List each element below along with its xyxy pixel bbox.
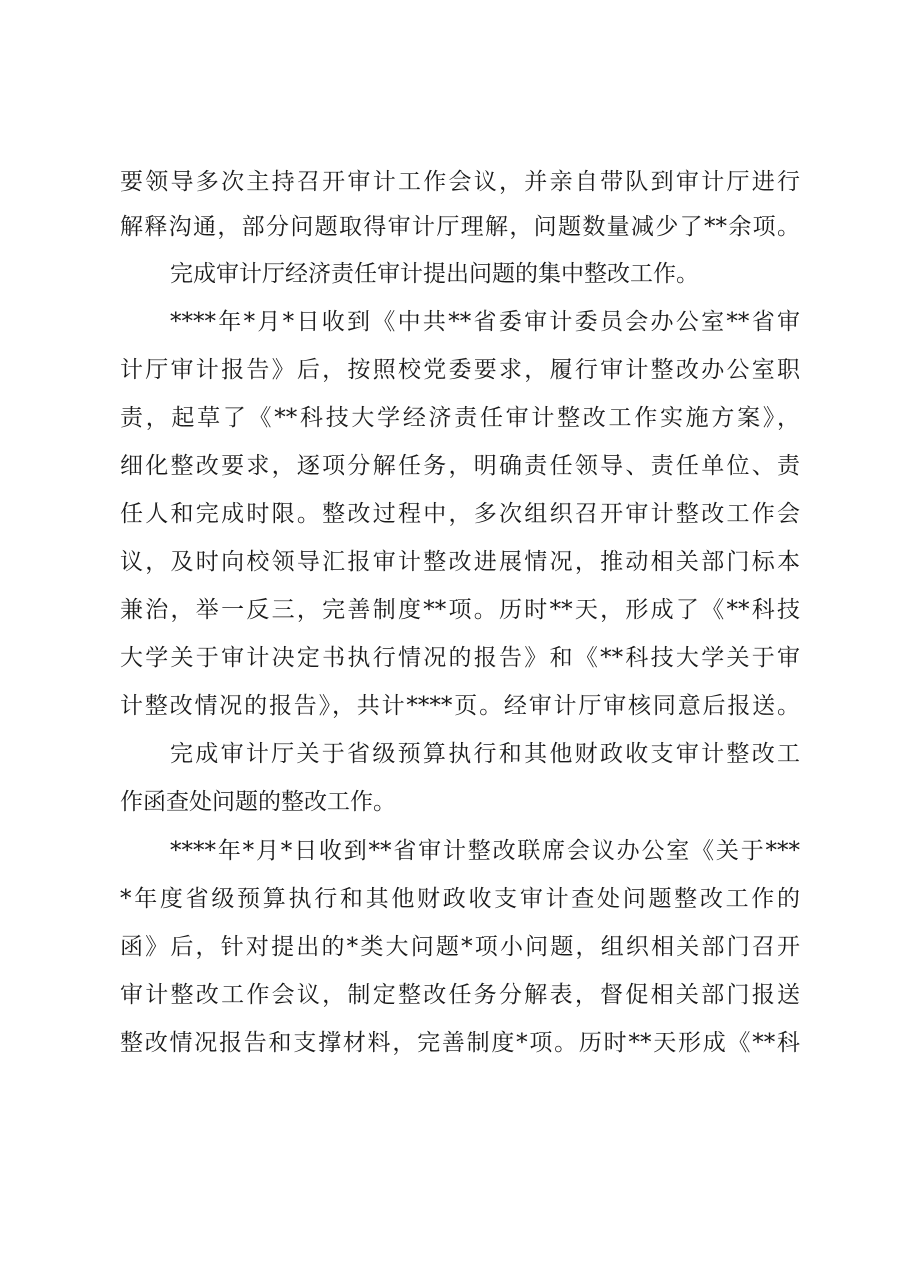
paragraph-heading: 完成审计厅关于省级预算执行和其他财政收支审计整改工 [170,741,800,767]
text-line: 计整改情况的报告》，共计****页。经审计厅审核同意后报送。 [120,693,800,719]
text-line: 大学关于审计决定书执行情况的报告》和《**科技大学关于审 [120,645,800,671]
paragraph-heading: 完成审计厅经济责任审计提出问题的集中整改工作。 [170,261,699,287]
text-line: 整改情况报告和支撑材料，完善制度*项。历时**天形成《**科 [120,1030,801,1056]
text-line: ****年*月*日收到《中共**省委审计委员会办公室**省审 [170,309,800,335]
text-line: 议，及时向校领导汇报审计整改进展情况，推动相关部门标本 [120,549,800,575]
text-line: 计厅审计报告》后，按照校党委要求，履行审计整改办公室职 [120,357,800,383]
text-line: 兼治，举一反三，完善制度**项。历时**天，形成了《**科技 [120,597,800,623]
text-line: 要领导多次主持召开审计工作会议，并亲自带队到审计厅进行 [120,169,800,195]
text-line: 函》后，针对提出的*类大问题*项小问题，组织相关部门召开 [120,934,800,960]
paragraph-heading: 作函查处问题的整改工作。 [120,789,396,815]
text-line: *年度省级预算执行和其他财政收支审计查处问题整改工作的 [120,886,800,912]
text-line: 任人和完成时限。整改过程中，多次组织召开审计整改工作会 [120,501,800,527]
text-line: ****年*月*日收到**省审计整改联席会议办公室《关于*** [170,838,800,864]
text-line: 责，起草了《**科技大学经济责任审计整改工作实施方案》， [120,405,800,431]
text-line: 细化整改要求，逐项分解任务，明确责任领导、责任单位、责 [120,453,800,479]
text-line: 解释沟通，部分问题取得审计厅理解，问题数量减少了**余项。 [120,214,800,240]
text-line: 审计整改工作会议，制定整改任务分解表，督促相关部门报送 [120,982,800,1008]
